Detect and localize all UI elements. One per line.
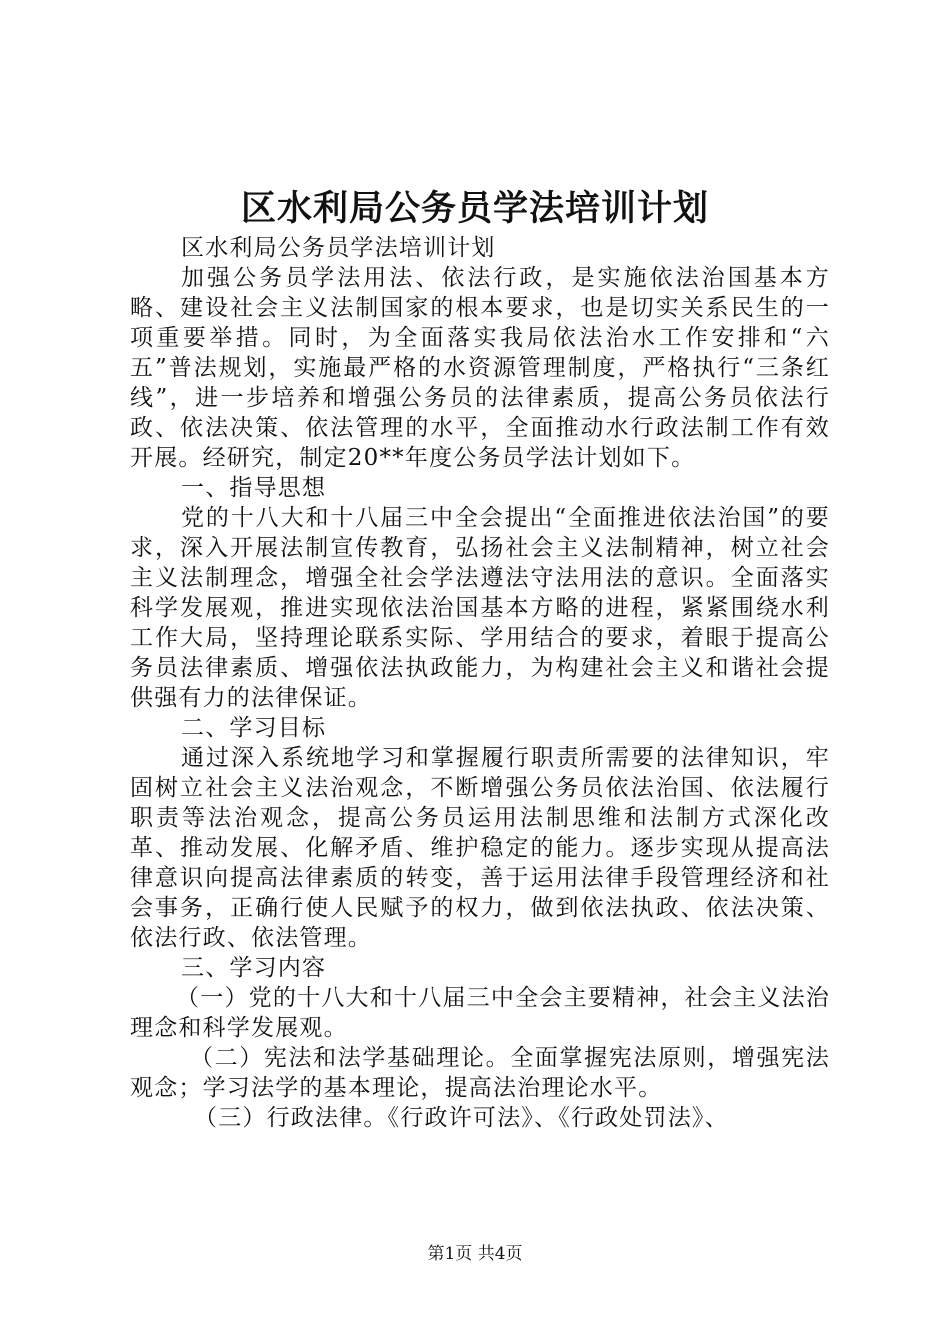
content-item-2: （二）宪法和法学基础理论。全面掌握宪法原则，增强宪法观念；学习法学的基本理论，提高法治理论水平。 xyxy=(130,1045,830,1101)
guiding-thought-paragraph: 党的十八大和十八届三中全会提出“全面推进依法治国”的要求，深入开展法制宣传教育，弘扬社会主义法制精神，树立社会主义法制理念，增强全社会学法遵法守法用法的意识。全面落实科学发展观，推进实现依法治国基本方略的进程，紧紧围绕水利工作大局，坚持理论联系实际、学用结合的要求，着眼于提高公务员法律素质、增强依法执政能力，为构建社会主义和谐社会提供强有力的法律保证。 xyxy=(130,505,830,711)
section-heading-guiding-thought: 一、指导思想 xyxy=(181,475,327,501)
intro-paragraph: 加强公务员学法用法、依法行政，是实施依法治国基本方略、建设社会主义法制国家的根本要求，也是切实关系民生的一项重要举措。同时，为全面落实我局依法治水工作安排和“六五”普法规划，实施最严格的水资源管理制度，严格执行“三条红线”，进一步培养和增强公务员的法律素质，提高公务员依法行政、依法决策、依法管理的水平，全面推动水行政法制工作有效开展。经研究，制定20**年度公务员学法计划如下。 xyxy=(130,265,830,471)
subtitle-paragraph: 区水利局公务员学法培训计划 xyxy=(181,235,496,261)
content-item-1: （一）党的十八大和十八届三中全会主要精神，社会主义法治理念和科学发展观。 xyxy=(130,985,830,1041)
page-footer: 第1页 共4页 xyxy=(427,1244,523,1264)
document-title: 区水利局公务员学法培训计划 xyxy=(240,189,709,229)
document-body xyxy=(130,233,830,1133)
learning-goals-paragraph: 通过深入系统地学习和掌握履行职责所需要的法律知识，牢固树立社会主义法治观念，不断增强公务员依法治国、依法履行职责等法治观念，提高公务员运用法制思维和法制方式深化改革、推动发展、化解矛盾、维护稳定的能力。逐步实现从提高法律意识向提高法律素质的转变，善于运用法律手段管理经济和社会事务，正确行使人民赋予的权力，做到依法执政、依法决策、依法行政、依法管理。 xyxy=(130,745,830,951)
content-item-3: （三）行政法律。《行政许可法》、《行政处罚法》、 xyxy=(194,1105,729,1131)
section-heading-learning-content: 三、学习内容 xyxy=(181,955,327,981)
section-heading-learning-goals: 二、学习目标 xyxy=(181,715,327,741)
